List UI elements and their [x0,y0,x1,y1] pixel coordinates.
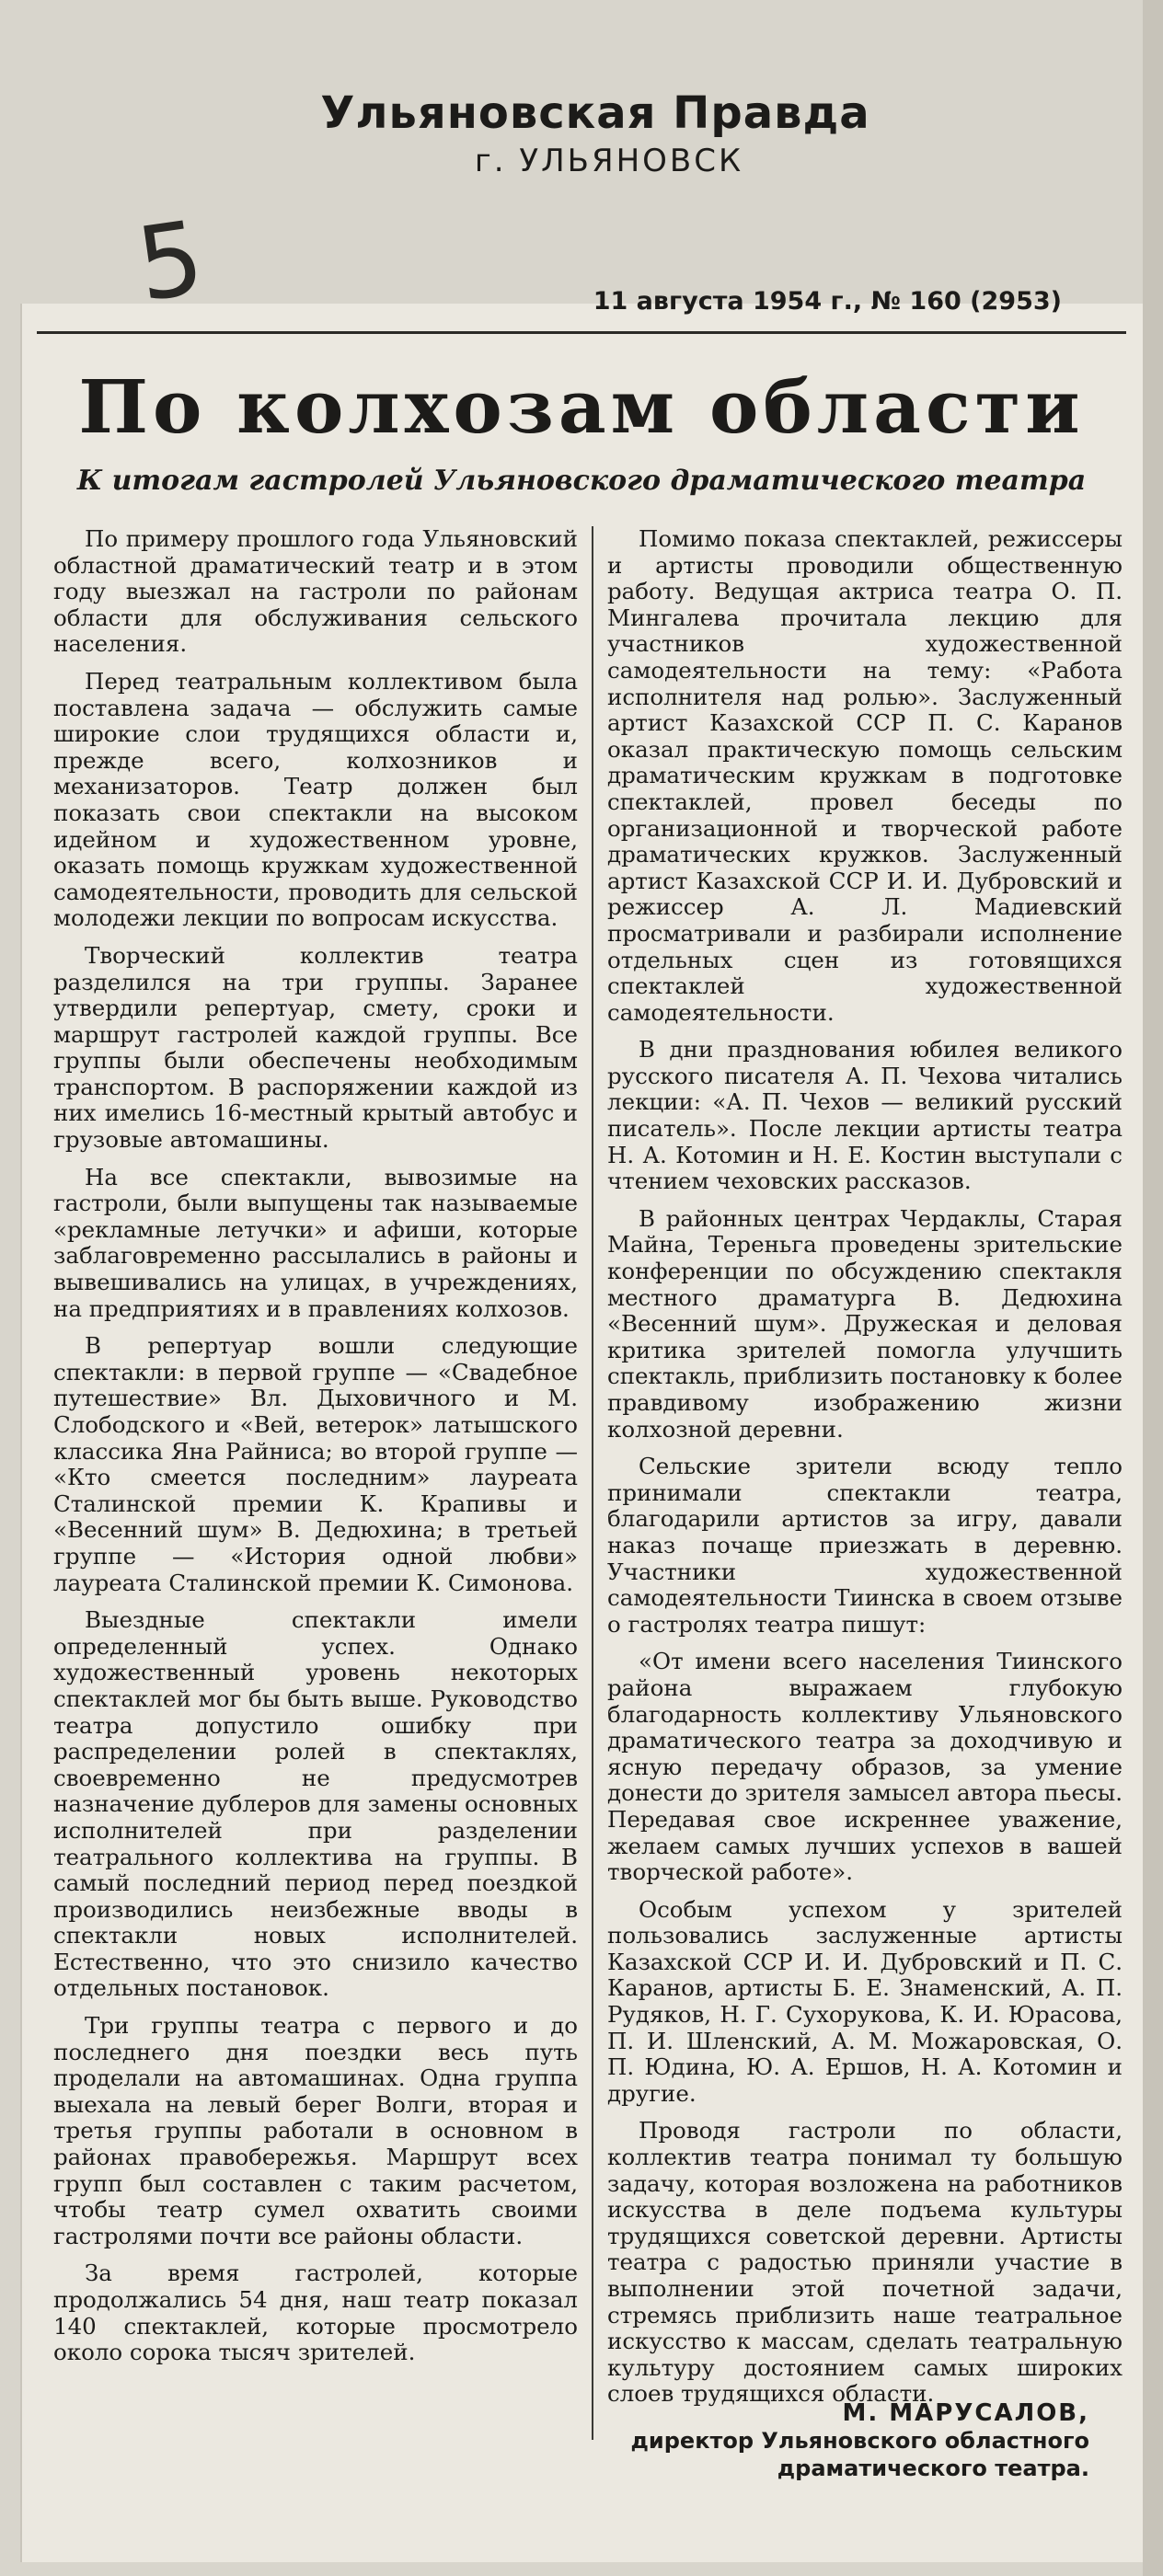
paragraph: В районных центрах Чердаклы, Старая Майна, Тереньга проведены зрительские конференции по обсуждению спектакля местного драматурга В. Дедюхина «Весенний шум». Дружеская и деловая критика зрителей помогла улучшить спектакль, приблизить постановку к более правдивому изображению жизни колхозной деревни. [607,1204,1123,1443]
author-name: М. МАРУСАЛОВ, [842,2399,1089,2427]
paragraph: В репертуар вошли следующие спектакли: в первой группе — «Свадебное путешествие» Вл. Дыховичного и М. Слободского и «Вей, ветерок» латышского классика Яна Райниса; во второй группе — «Кто смеется последним» лауреата Сталинской премии К. Крапивы и «Весенний шум» В. Дедюхина; в третьей группе — «История одной любви» лауреата Сталинской премии К. Симонова. [53,1332,578,1596]
paragraph: Особым успехом у зрителей пользовались заслуженные артисты Казахской ССР И. И. Дубровский и П. С. Каранов, артисты Б. Е. Знаменский, А. П. Рудяков, Н. Г. Сухорукова, К. И. Юрасова, П. И. Шленский, А. М. Можаровская, О. П. Юдина, Ю. А. Ершов, Н. А. Котомин и другие. [607,1895,1123,2107]
paragraph: Перед театральным коллективом была поставлена задача — обслужить самые широкие слои трудящихся области и, прежде всего, колхозников и механизаторов. Театр должен был показать свои спектакли на высоком идейном и художественном уровне, оказать помощь кружкам художественной самодеятельности, проводить для сельской молодежи лекции по вопросам искусства. [53,667,578,932]
column-divider [592,526,593,2440]
article-subheadline: К итогам гастролей Ульяновского драматического театра [76,465,1087,497]
paragraph: Творческий коллектив театра разделился на три группы. Заранее утвердили репертуар, смету, сроки и маршрут гастролей каждой группы. Все группы были обеспечены необходимым транспортом. В распоряжении каждой из них имелись 16-местный крытый автобус и грузовые автомашины. [53,941,578,1154]
handwritten-mark: 5 [130,198,211,325]
paragraph: Проводя гастроли по области, коллектив театра понимал ту большую задачу, которая возложена на работников искусства в деле подъема культуры трудящихся советской деревни. Артисты театра с радостью приняли участие в выполнении этой почетной задачи, стремясь приблизить наше театральное искусство к массам, сделать театральную культуру достоянием самых широких слоев трудящихся области. [607,2117,1123,2408]
paragraph: В дни празднования юбилея великого русского писателя А. П. Чехова читались лекции: «А. П. Чехов — великий русский писатель». После лекции артисты театра Н. А. Котомин и Н. Е. Костин выступали с чтением чеховских рассказов. [607,1036,1123,1195]
author-title: драматического театра. [777,2455,1089,2481]
paragraph: На все спектакли, вывозимые на гастроли, были выпущены так называемые «рекламные летучки» и афиши, которые заблаговременно рассылались в районы и вывешивались на улицах, в учреждениях, на предприятиях и в правлениях колхозов. [53,1163,578,1322]
paragraph: Помимо показа спектаклей, режиссеры и артисты проводили общественную работу. Ведущая актриса театра О. П. Мингалева прочитала лекцию для участников художественной самодеятельности на тему: «Работа исполнителя над ролью». Заслуженный артист Казахской ССР П. С. Каранов оказал практическую помощь сельским драматическим кружкам в подготовке спектаклей, провел беседы по организационной и творческой работе драматических кружков. Заслуженный артист Казахской ССР И. И. Дубровский и режиссер А. Л. Мадиевский просматривали и разбирали исполнение отдельных сцен из готовящихся спектаклей художественной самодеятельности. [607,525,1123,1026]
masthead [0,87,1163,179]
newspaper-title: Ульяновская Правда [320,87,870,139]
paragraph: Выездные спектакли имели определенный успех. Однако художественный уровень некоторых спектаклей мог бы быть выше. Руководство театра допустило ошибку при распределении ролей в спектаклях, своевременно не предусмотрев назначение дублеров для замены основных исполнителей при разделении театрального коллектива на группы. В самый последний период перед поездкой производились неизбежные вводы в спектакли новых исполнителей. Естественно, что это снизило качество отдельных постановок. [53,1606,578,2002]
paragraph: По примеру прошлого года Ульяновский областной драматический театр и в этом году выезжал на гастроли по районам области для обслуживания сельского населения. [53,525,578,658]
paragraph: «От имени всего населения Тиинского района выражаем глубокую благодарность коллективу Ульяновского драматического театра за доходчивую и ясную передачу образов, за умение донести до зрителя замысел автора пьесы. Передавая свое искреннее уважение, желаем самых лучших успехов в вашей творческой работе». [607,1648,1123,1886]
paragraph: За время гастролей, которые продолжались 54 дня, наш театр показал 140 спектаклей, которые просмотрело около сорока тысяч зрителей. [53,2260,578,2366]
issue-dateline: 11 августа 1954 г., № 160 (2953) [593,287,1062,316]
newspaper-city: г. УЛЬЯНОВСК [474,143,744,179]
header-rule [37,331,1126,334]
right-column [607,526,1123,2419]
author-signature [631,2399,1089,2482]
article-headline: По колхозам области [78,363,1085,450]
paragraph: Три группы театра с первого и до последнего дня поездки весь путь проделали на автомашинах. Одна группа выехала на левый берег Волги, вторая и третья группы работали в основном в районах правобережья. Маршрут всех групп был составлен с таким расчетом, чтобы театр сумел охватить своими гастролями почти все районы области. [53,2012,578,2249]
paragraph: Сельские зрители всюду тепло принимали спектакли театра, благодарили артистов за игру, давали наказ почаще приезжать в деревню. Участники художественной самодеятельности Тиинска в своем отзыве о гастролях театра пишут: [607,1453,1123,1638]
left-column [53,526,578,2377]
author-title: директор Ульяновского областного [630,2428,1089,2454]
